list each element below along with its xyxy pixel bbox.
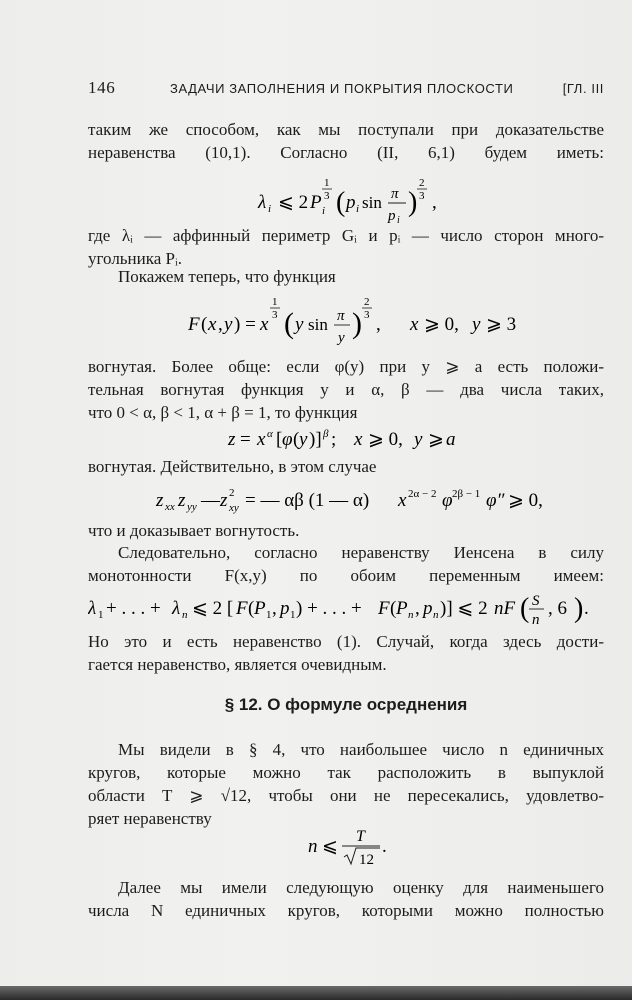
- svg-text:π: π: [337, 308, 345, 324]
- paragraph-2: [88, 224, 604, 270]
- svg-text:p: p: [423, 598, 433, 619]
- svg-text:⩾ 0,: ⩾ 0,: [368, 429, 403, 450]
- paragraph-10: [88, 876, 604, 922]
- svg-text:,: ,: [376, 314, 381, 335]
- svg-text:F: F: [378, 598, 390, 619]
- text-line: тельная вогнутая функция y и α, β — два числа таких,: [88, 380, 604, 399]
- svg-text:[: [: [276, 429, 283, 450]
- page-number: 146: [88, 78, 116, 97]
- svg-text:λ: λ: [88, 598, 97, 619]
- svg-text:π: π: [391, 186, 399, 202]
- svg-text:i: i: [268, 203, 272, 215]
- svg-text:3: 3: [364, 309, 370, 321]
- text-line: Следовательно, согласно неравенству Иенсена в силу: [118, 543, 604, 562]
- svg-text:x: x: [208, 314, 217, 335]
- svg-text:n: n: [408, 609, 414, 621]
- svg-text:,: ,: [432, 192, 437, 213]
- svg-text:x: x: [260, 314, 269, 335]
- svg-text:xx: xx: [165, 501, 175, 513]
- svg-text:(: (: [201, 314, 208, 335]
- svg-text:y: y: [295, 314, 304, 335]
- svg-text:y: y: [299, 429, 308, 450]
- paragraph-9: [88, 738, 604, 830]
- svg-text:x: x: [398, 490, 407, 511]
- svg-text:3: 3: [419, 190, 425, 202]
- svg-text:2: 2: [364, 296, 370, 308]
- svg-text:n: n: [182, 609, 188, 621]
- svg-text:yy: yy: [187, 501, 197, 513]
- formula-1-svg: [88, 176, 604, 226]
- paragraph-1: [88, 118, 604, 164]
- svg-text:(: (: [248, 598, 255, 619]
- formula-6-svg: [88, 824, 604, 868]
- svg-text:T: T: [356, 828, 365, 845]
- svg-text:F: F: [236, 598, 248, 619]
- svg-text:;: ;: [331, 429, 337, 450]
- svg-text:(: (: [390, 598, 397, 619]
- running-header: [88, 78, 604, 100]
- svg-text:y: y: [414, 429, 423, 450]
- svg-text:x: x: [354, 429, 363, 450]
- svg-text:): ): [574, 593, 584, 624]
- svg-text:)]: )]: [309, 429, 322, 450]
- svg-text:⩾ 0,: ⩾ 0,: [508, 490, 543, 511]
- svg-text:⩽: ⩽: [322, 836, 338, 857]
- svg-text:+ . . . +: + . . . +: [106, 598, 161, 619]
- svg-text:nF: nF: [494, 598, 516, 619]
- svg-text:12: 12: [359, 852, 374, 868]
- svg-text:λ: λ: [172, 598, 181, 619]
- svg-text:2: 2: [419, 177, 425, 189]
- svg-text:i: i: [356, 203, 360, 215]
- text-line: числа N единичных кругов, которыми можно полностью: [88, 901, 604, 920]
- text-line: вогнутая. Действительно, в этом случае: [88, 457, 377, 476]
- svg-text:F: F: [188, 314, 200, 335]
- svg-text:z: z: [220, 490, 228, 511]
- svg-text:i: i: [322, 205, 326, 217]
- svg-text:,: ,: [218, 314, 223, 335]
- svg-text:P: P: [254, 598, 266, 619]
- svg-text:n: n: [433, 609, 439, 621]
- svg-text:p: p: [346, 192, 356, 213]
- section-title: § 12. О формуле осреднения: [224, 695, 468, 714]
- svg-text:) =: ) =: [234, 314, 256, 335]
- formula-4: [88, 482, 604, 516]
- svg-text:2: 2: [229, 487, 235, 499]
- svg-text:φ: φ: [282, 429, 293, 450]
- svg-text:.: .: [382, 836, 387, 857]
- text-line: вогнутая. Более обще: если φ(y) при y ⩾ a есть положи-: [88, 357, 604, 376]
- svg-text:3: 3: [272, 309, 278, 321]
- svg-text:z: z: [156, 490, 164, 511]
- svg-text:⩾: ⩾: [428, 429, 444, 450]
- svg-text:x: x: [257, 429, 266, 450]
- text-line: области T ⩾ √12, чтобы они не пересекались, удовлетво-: [88, 786, 604, 805]
- text-line: Мы видели в § 4, что наибольшее число n единичных: [118, 740, 604, 759]
- svg-text:y: y: [338, 330, 345, 346]
- svg-text:xy: xy: [229, 502, 239, 514]
- formula-2-svg: [88, 290, 604, 350]
- svg-text:—: —: [201, 490, 220, 511]
- svg-text:n: n: [532, 612, 540, 628]
- svg-text:,: ,: [415, 598, 420, 619]
- svg-text:⩽ 2: ⩽ 2: [278, 192, 309, 213]
- svg-text:2β − 1: 2β − 1: [452, 488, 481, 500]
- svg-text:⩾ 3: ⩾ 3: [486, 314, 517, 335]
- scan-edge: [0, 986, 632, 1000]
- svg-text:y: y: [224, 314, 233, 335]
- svg-text:P: P: [310, 192, 322, 213]
- svg-text:p: p: [388, 208, 396, 224]
- svg-text:1: 1: [98, 609, 104, 621]
- formula-3: [88, 424, 604, 452]
- text-line: что 0 < α, β < 1, α + β = 1, то функция: [88, 403, 358, 422]
- text-line: Покажем теперь, что функция: [118, 267, 336, 286]
- paragraph-5: [88, 455, 604, 478]
- svg-text:1: 1: [324, 177, 330, 189]
- svg-text:,: ,: [272, 598, 277, 619]
- svg-text:φ: φ: [442, 490, 453, 511]
- svg-text:sin: sin: [362, 193, 382, 212]
- paragraph-6: [88, 519, 604, 542]
- svg-text:S: S: [532, 593, 540, 609]
- paragraph-4: [88, 355, 604, 424]
- text-line: гается неравенство, является очевидным.: [88, 655, 387, 674]
- paragraph-3: [88, 265, 604, 288]
- formula-2: [88, 290, 604, 348]
- text-line: Но это и есть неравенство (1). Случай, когда здесь дости-: [88, 632, 604, 651]
- svg-text:= — αβ (1 — α): = — αβ (1 — α): [245, 490, 370, 511]
- text-line: ряет неравенству: [88, 809, 212, 828]
- svg-text:a: a: [446, 429, 456, 450]
- formula-4-svg: [88, 482, 604, 516]
- svg-text:i: i: [397, 215, 400, 226]
- svg-text:1: 1: [290, 609, 296, 621]
- svg-text:⩾ 0,: ⩾ 0,: [424, 314, 459, 335]
- chapter-label: [ГЛ. III: [562, 81, 604, 96]
- svg-text:z: z: [228, 429, 236, 450]
- svg-text:1: 1: [272, 296, 278, 308]
- svg-text:1: 1: [266, 609, 272, 621]
- text-line: таким же способом, как мы поступали при доказательстве: [88, 120, 604, 139]
- svg-text:n: n: [308, 836, 318, 857]
- text-line: монотонности F(x,y) по обоим переменным имеем:: [88, 566, 604, 585]
- text-line: что и доказывает вогнутость.: [88, 521, 300, 540]
- svg-text:3: 3: [324, 190, 330, 202]
- formula-5-svg: [88, 588, 604, 628]
- svg-text:β: β: [323, 428, 329, 440]
- svg-text:λ: λ: [258, 192, 267, 213]
- svg-text:⩽ 2 [: ⩽ 2 [: [192, 598, 234, 619]
- svg-text:2α − 2: 2α − 2: [408, 488, 437, 500]
- svg-text:α: α: [267, 428, 273, 440]
- svg-text:(: (: [520, 593, 530, 624]
- text-line: неравенства (10,1). Согласно (II, 6,1) будем иметь:: [88, 143, 604, 162]
- svg-text:p: p: [280, 598, 290, 619]
- running-title: ЗАДАЧИ ЗАПОЛНЕНИЯ И ПОКРЫТИЯ ПЛОСКОСТИ: [170, 81, 514, 96]
- svg-text:=: =: [240, 429, 251, 450]
- formula-6: [88, 824, 604, 868]
- svg-text:sin: sin: [308, 315, 328, 334]
- svg-text:, 6: , 6: [548, 598, 567, 619]
- svg-text:x: x: [410, 314, 419, 335]
- text-line: Далее мы имели следующую оценку для наименьшего: [118, 878, 604, 897]
- svg-text:(: (: [336, 187, 346, 218]
- svg-text:) + . . . +: ) + . . . +: [296, 598, 362, 619]
- svg-text:.: .: [584, 598, 589, 619]
- svg-text:(: (: [284, 307, 294, 340]
- paragraph-8: [88, 630, 604, 676]
- formula-3-svg: [88, 424, 604, 454]
- text-line: кругов, которые можно так расположить в выпуклой: [88, 763, 604, 782]
- text-line: где λᵢ — аффинный периметр Gᵢ и pᵢ — число сторон много-: [88, 226, 604, 245]
- formula-5: [88, 588, 604, 628]
- text-line: угольника Pᵢ.: [88, 249, 183, 268]
- formula-1: [88, 176, 604, 226]
- svg-text:): ): [352, 307, 362, 340]
- svg-text:P: P: [396, 598, 408, 619]
- svg-text:)] ⩽ 2: )] ⩽ 2: [440, 598, 488, 619]
- paragraph-7: [88, 541, 604, 587]
- svg-text:y: y: [472, 314, 481, 335]
- svg-text:): ): [408, 187, 418, 218]
- svg-text:z: z: [178, 490, 186, 511]
- svg-text:φ″: φ″: [486, 490, 505, 511]
- svg-text:(: (: [293, 429, 300, 450]
